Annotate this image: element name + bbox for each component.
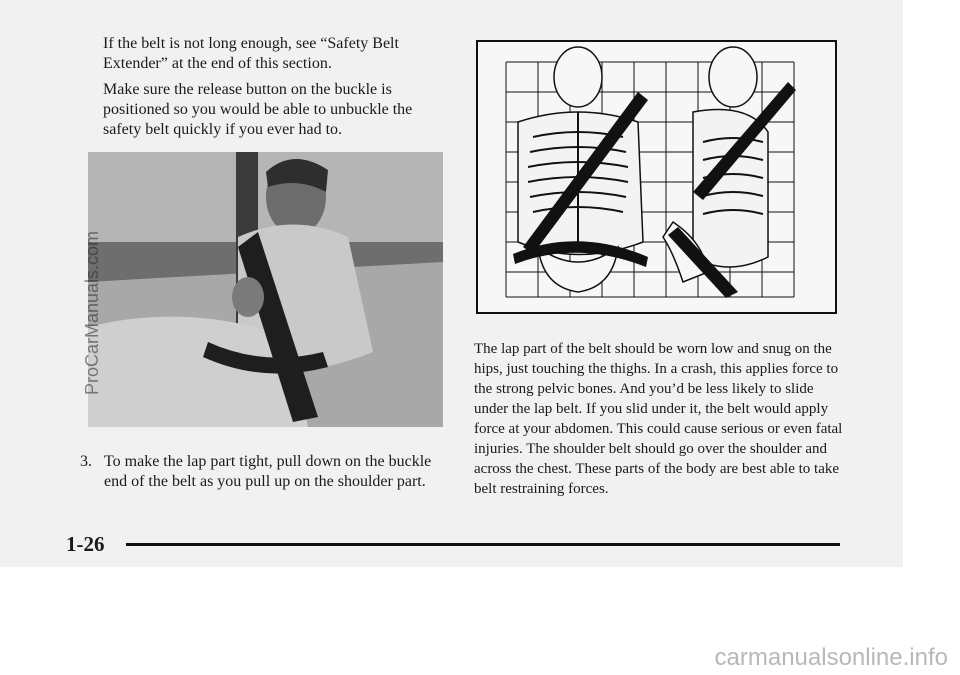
paragraph-belt-extender: If the belt is not long enough, see “Safety Belt Extender” at the end of this section.	[103, 35, 399, 72]
bottom-watermark: carmanualsonline.info	[714, 644, 948, 671]
page-number: 1-26	[66, 532, 105, 556]
skeleton-seatbelt-icon	[478, 42, 835, 312]
person-buckling-seatbelt-icon	[88, 152, 443, 427]
side-watermark-text: ProCarManuals.com	[82, 230, 102, 395]
seatbelt-photo	[88, 152, 443, 427]
footer-rule	[126, 543, 840, 546]
skeleton-diagram	[476, 40, 837, 314]
paragraph-lap-belt: The lap part of the belt should be worn low and snug on the hips, just touching the thighs. In a crash, this applies force to the strong pelvic bones. And you’d be less likely to slide under the lap belt. If you slid under it, the belt would apply force at your abdomen. This could cause serious or even fatal injuries. The shoulder belt should go over the shoulder and across the chest. These parts of the body are best able to take belt restraining forces.	[474, 341, 843, 497]
step-number: 3.	[80, 453, 92, 470]
side-watermark	[82, 195, 122, 395]
paragraph-release-button: Make sure the release button on the buckle is positioned so you would be able to unbuckle the safety belt quickly if you ever had to.	[103, 81, 413, 138]
step-text: To make the lap part tight, pull down on the buckle end of the belt as you pull up on the shoulder part.	[104, 453, 432, 490]
